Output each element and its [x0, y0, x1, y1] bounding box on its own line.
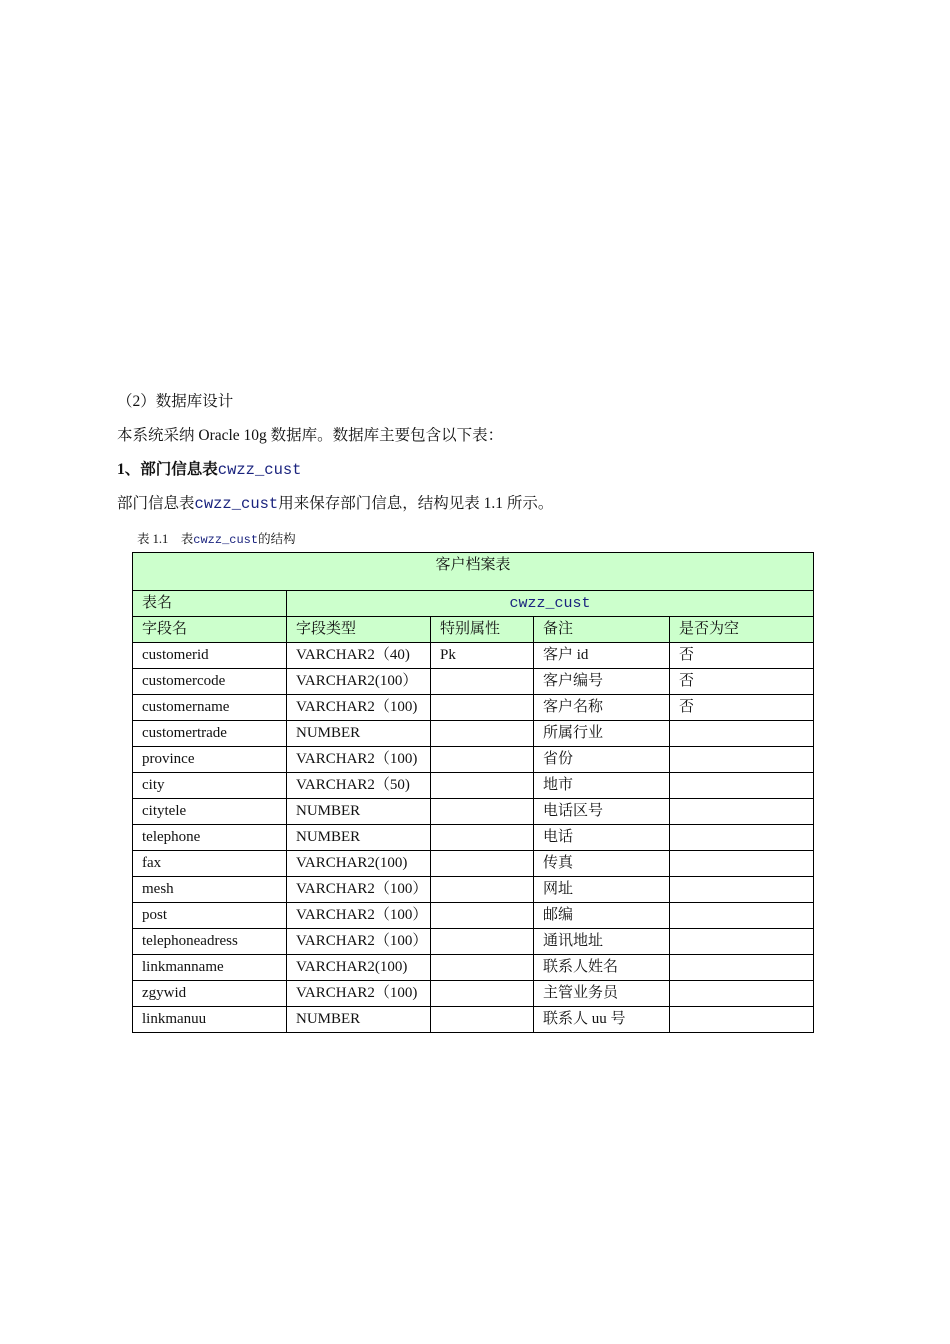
table-cell: VARCHAR2（100） [287, 903, 431, 929]
table-cell [431, 669, 534, 695]
table-name-row [133, 591, 814, 617]
table-cell: customername [133, 695, 287, 721]
subheading-code: cwzz_cust [217, 461, 302, 479]
table-cell: 客户 id [534, 643, 670, 669]
table-row [133, 643, 814, 669]
table-row [133, 955, 814, 981]
table-cell: NUMBER [287, 825, 431, 851]
table-cell: customertrade [133, 721, 287, 747]
table-cell: 联系人 uu 号 [534, 1007, 670, 1033]
schema-table [132, 552, 814, 1033]
table-row [133, 851, 814, 877]
table-cell [431, 799, 534, 825]
table-cell: 主管业务员 [534, 981, 670, 1007]
table-cell: customerid [133, 643, 287, 669]
table-cell: NUMBER [287, 1007, 431, 1033]
table-cell: 网址 [534, 877, 670, 903]
header-cell: 字段名 [133, 617, 287, 643]
table-row [133, 981, 814, 1007]
header-cell: 特别属性 [431, 617, 534, 643]
table-cell [431, 721, 534, 747]
table-cell: 否 [670, 695, 814, 721]
table-title: 客户档案表 [133, 553, 814, 591]
table-cell [670, 981, 814, 1007]
table-cell: fax [133, 851, 287, 877]
table-cell [670, 1007, 814, 1033]
section-heading: （2）数据库设计 [117, 393, 234, 410]
table-cell [431, 929, 534, 955]
table-cell [670, 851, 814, 877]
table-cell: VARCHAR2（100) [287, 695, 431, 721]
table-cell [670, 903, 814, 929]
table-cell: VARCHAR2（50) [287, 773, 431, 799]
table-caption [137, 530, 296, 549]
caption-code: cwzz_cust [193, 533, 259, 547]
table-cell [431, 851, 534, 877]
header-cell: 备注 [534, 617, 670, 643]
table-cell [670, 825, 814, 851]
table-row [133, 669, 814, 695]
table-cell: telephone [133, 825, 287, 851]
caption-prefix: 表 1.1 表 [137, 532, 194, 546]
table-cell: zgywid [133, 981, 287, 1007]
table-cell: 电话区号 [534, 799, 670, 825]
table-cell [670, 721, 814, 747]
table-row [133, 721, 814, 747]
table-title-row [133, 553, 814, 591]
table-cell [670, 877, 814, 903]
caption-suffix: 的结构 [258, 532, 296, 546]
table-row [133, 695, 814, 721]
table-cell: 通讯地址 [534, 929, 670, 955]
table-cell [431, 1007, 534, 1033]
table-cell [670, 799, 814, 825]
table-row [133, 929, 814, 955]
table-row [133, 773, 814, 799]
table-cell [670, 955, 814, 981]
table-row [133, 799, 814, 825]
description-suffix: 用来保存部门信息，结构见表 1.1 所示。 [278, 495, 554, 512]
table-header-row [133, 617, 814, 643]
table-cell: Pk [431, 643, 534, 669]
header-cell: 是否为空 [670, 617, 814, 643]
table-cell [670, 773, 814, 799]
table-row [133, 903, 814, 929]
table-cell: VARCHAR2(100） [287, 669, 431, 695]
table-cell [431, 695, 534, 721]
table-cell [431, 903, 534, 929]
subheading-prefix: 1、部门信息表 [117, 461, 218, 478]
table-cell: 电话 [534, 825, 670, 851]
table-cell [431, 981, 534, 1007]
table-cell [431, 877, 534, 903]
table-cell: customercode [133, 669, 287, 695]
table-cell [431, 825, 534, 851]
table-cell [431, 955, 534, 981]
table-row [133, 825, 814, 851]
table-cell: 客户名称 [534, 695, 670, 721]
description-paragraph [117, 493, 553, 515]
table-cell: NUMBER [287, 799, 431, 825]
table-cell: city [133, 773, 287, 799]
table-cell: mesh [133, 877, 287, 903]
table-cell: 传真 [534, 851, 670, 877]
table-cell: VARCHAR2(100) [287, 955, 431, 981]
table-cell: 邮编 [534, 903, 670, 929]
table-cell: telephoneadress [133, 929, 287, 955]
table-cell [670, 747, 814, 773]
table-cell: linkmanuu [133, 1007, 287, 1033]
table-cell [431, 773, 534, 799]
table-cell: VARCHAR2（100) [287, 981, 431, 1007]
table-cell: VARCHAR2(100) [287, 851, 431, 877]
table-cell [431, 747, 534, 773]
table-row [133, 877, 814, 903]
subheading [117, 459, 301, 481]
table-cell: 客户编号 [534, 669, 670, 695]
table-cell: province [133, 747, 287, 773]
table-cell: VARCHAR2（100） [287, 929, 431, 955]
table-cell: VARCHAR2（40) [287, 643, 431, 669]
description-code: cwzz_cust [194, 495, 279, 513]
description-prefix: 部门信息表 [117, 495, 195, 512]
table-cell: 联系人姓名 [534, 955, 670, 981]
header-cell: 字段类型 [287, 617, 431, 643]
table-cell: 否 [670, 643, 814, 669]
table-cell: 省份 [534, 747, 670, 773]
table-row [133, 747, 814, 773]
table-name-label: 表名 [133, 591, 287, 617]
table-cell: linkmanname [133, 955, 287, 981]
table-cell: post [133, 903, 287, 929]
table-name-value: cwzz_cust [287, 591, 814, 617]
table-cell: 否 [670, 669, 814, 695]
table-cell: VARCHAR2（100） [287, 877, 431, 903]
table-cell [670, 929, 814, 955]
table-row [133, 1007, 814, 1033]
table-cell: VARCHAR2（100) [287, 747, 431, 773]
table-cell: NUMBER [287, 721, 431, 747]
table-cell: citytele [133, 799, 287, 825]
table-cell: 所属行业 [534, 721, 670, 747]
intro-paragraph: 本系统采纳 Oracle 10g 数据库。数据库主要包含以下表： [117, 427, 504, 444]
table-cell: 地市 [534, 773, 670, 799]
